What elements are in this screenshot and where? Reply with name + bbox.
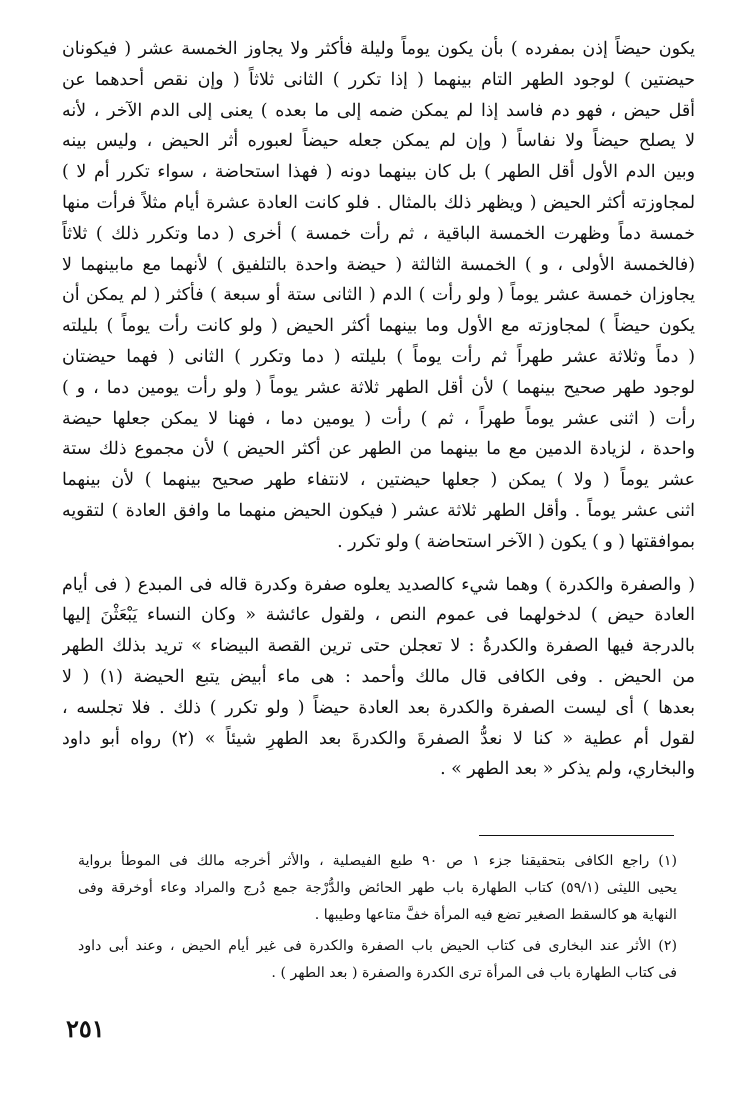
text-line: عشر يوماً ( ولا ) يمكن ( جعلها حيضتين ، لانتفاء طهر صحيح بينهما ) لأن بينهما	[62, 470, 695, 491]
footnote-line: (١) راجع الكافى بتحقيقنا جزء ١ ص ٩٠ طبع الفيصلية ، والأثر أخرجه مالك فى الموطأ برواية	[78, 853, 677, 869]
text-line: أقل حيض ، فهو دم فاسد إذا لم يمكن ضمه إلى ما بعده ) يعنى إلى الدم الآخر ، لأنه	[62, 100, 695, 121]
footnotes	[78, 848, 677, 987]
paragraph-1	[62, 34, 695, 558]
text-line: يكون حيضاً إذن بمفرده ) بأن يكون يوماً وليلة فأكثر ولا يجاوز الخمسة عشر ( فيكونان	[62, 39, 695, 59]
text-line: والبخاري، ولم يذكر « بعد الطهر » .	[440, 759, 695, 780]
text-line: بموافقتها ( و ) يكون ( الآخر استحاضة ) ولو تكرر .	[337, 531, 695, 552]
footnote-line: (٢) الأثر عند البخارى فى كتاب الحيض باب الصفرة والكدرة فى غير أيام الحيض ، وعند أبى داود	[78, 938, 677, 954]
paragraph-gap	[62, 558, 695, 570]
text-line: العادة حيض ) لدخولهما فى عموم النص ، ولقول عائشة « وكان النساء يَبْعَثْنَ إليها	[62, 605, 695, 626]
text-line: حيضتين ) لوجود الطهر التام بينهما ( إذا تكرر ) الثانى ثلاثاً ( وإن نقص أحدهما عن	[62, 69, 695, 90]
text-line: (فالخمسة الأولى ، و ) الخمسة الثالثة ( حيضة واحدة بالتلفيق ) لأنهما مع مابينهما لا	[62, 254, 695, 275]
footnote-line: فى كتاب الطهارة باب فى المرأة ترى الكدرة والصفرة ( بعد الطهر ) .	[271, 965, 677, 981]
paragraph-2	[62, 570, 695, 786]
text-line: وبين الدم الأول أقل الطهر ) بل كان بينهما دونه ( فهذا استحاضة ، سواء تكرر أم لا )	[62, 162, 695, 183]
text-line: واحدة ، لزيادة الدمين مع ما بينهما من الطهر عن أكثر الحيض ) لأن مجموع ذلك ستة	[62, 439, 695, 460]
text-line: يكون حيضاً ) لمجاوزته مع الأول وما بينهما أكثر الحيض ( ولو كانت رأت يوماً ) بليلته	[62, 316, 695, 337]
text-line: يجاوزان خمسة عشر يوماً ( ولو رأت ) الدم ( الثانى ستة أو سبعة ) فأكثر ( لم يمكن أن	[62, 285, 695, 306]
main-text	[62, 34, 695, 785]
text-line: لمجاوزته أكثر الحيض ( ويظهر ذلك بالمثال . فلو كانت العادة عشرة أيام مثلاً فرأت منها	[62, 192, 695, 213]
text-line: ( والصفرة والكدرة ) وهما شيء كالصديد يعلوه صفرة وكدرة قاله فى المبدع ( فى أيام	[62, 574, 695, 595]
footnote-2	[78, 933, 677, 987]
text-line: لا يصلح حيضاً ولا نفاساً ( وإن لم يمكن جعله حيضاً لعبوره أثر الحيض ، وليس بينه	[62, 131, 695, 152]
text-line: اثنى عشر يوماً . وأقل الطهر ثلاثة عشر ( فيكون الحيض منهما ما وافق العادة ) لتقويه	[62, 500, 695, 521]
text-line: بالدرجة فيها الصفرة والكدرةُ : لا تعجلن حتى ترين القصة البيضاء » تريد بذلك الطهر	[62, 636, 695, 657]
footnote-1	[78, 848, 677, 929]
text-line: بعدها ) أى ليست الصفرة والكدرة بعد العادة حيضاً ( ولو تكرر ) ذلك . فلا تجلسه ،	[62, 697, 695, 718]
text-line: رأت ( اثنى عشر يوماً طهراً ، ثم ) رأت ( يومين دما ، فهنا لا يمكن جعلها حيضة	[62, 408, 695, 429]
footnote-separator	[479, 835, 674, 836]
page-number: ٢٥١	[66, 1014, 105, 1043]
text-line: خمسة دماً وظهرت الخمسة الباقية ، ثم رأت خمسة ) أخرى ( دما وتكرر ذلك ) ثلاثاً	[62, 223, 695, 244]
text-line: لوجود طهر صحيح بينهما ) لأن أقل الطهر ثلاثة عشر يوماً ( ولو رأت يومين دما ، و )	[62, 377, 695, 398]
text-line: من الحيض . وفى الكافى قال مالك وأحمد : هى ماء أبيض يتبع الحيضة (١) ( لا	[62, 666, 695, 687]
footnote-line: النهاية هو كالسقط الصغير تضع فيه المرأة خفَّ متاعها وطيبها .	[314, 907, 677, 923]
text-line: لقول أم عطية « كنا لا نعدُّ الصفرةَ والكدرةَ بعد الطهرِ شيئاً » (٢) رواه أبو داود	[62, 728, 695, 749]
footnote-line: يحيى الليثى (٥٩/١) كتاب الطهارة باب طهر الحائض والدُّرْجة جمع دُرج والمراد وعاء أوخرقة وفى	[78, 880, 677, 896]
text-line: ( دماً وثلاثة عشر طهراً ثم رأت يوماً ) بليلته ( دما وتكرر ) الثانى ( فهما حيضتان	[62, 346, 695, 367]
